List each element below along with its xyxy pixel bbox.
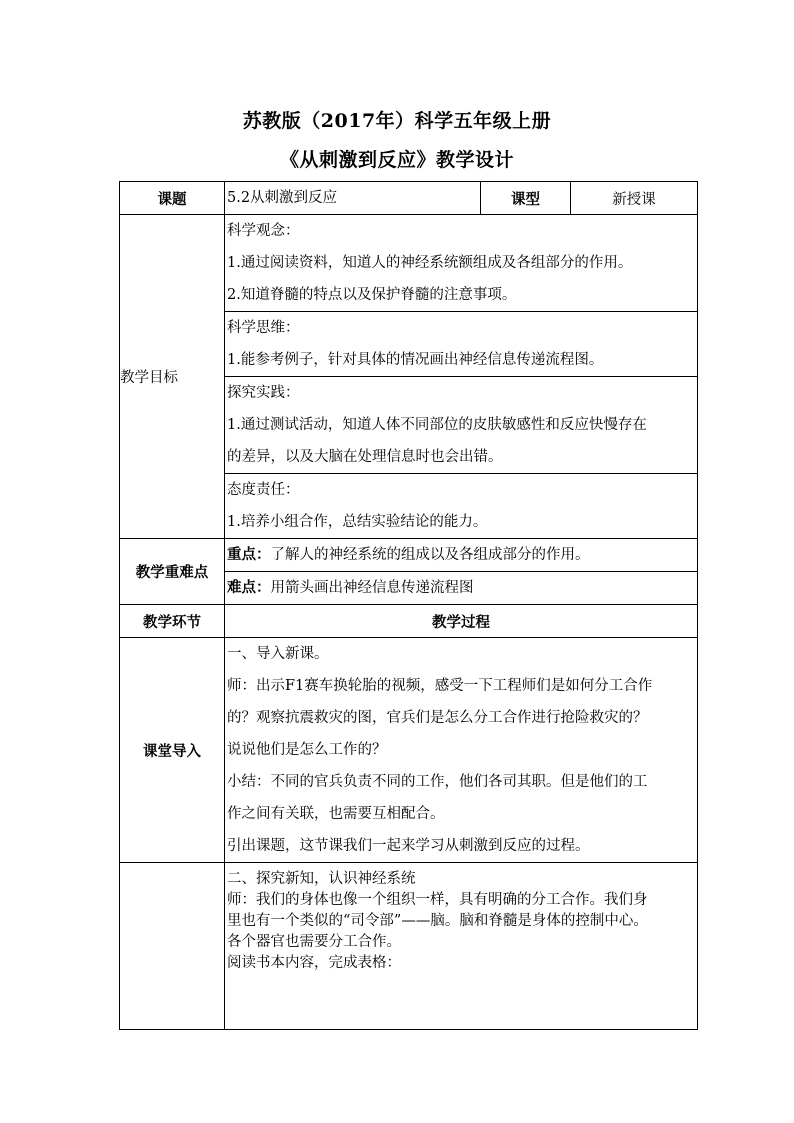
- intro-line: 说说他们是怎么工作的？: [227, 742, 387, 758]
- document-title: 苏教版（2017年）科学五年级上册: [242, 110, 552, 132]
- new-knowledge-row: [120, 863, 698, 1030]
- objective-line: 的差异，以及大脑在处理信息时也会出错。: [227, 449, 503, 465]
- process-header-row: [120, 605, 698, 638]
- objective-line: 探究实践：: [227, 385, 300, 401]
- teaching-stage-header: 教学环节: [120, 605, 225, 638]
- lesson-type-label: 课型: [481, 182, 571, 215]
- important-point-text: 了解人的神经系统的组成以及各组成部分的作用。: [270, 547, 590, 563]
- lesson-title: 《从刺激到反应》教学设计: [279, 149, 514, 171]
- objectives-label: 教学目标: [120, 215, 225, 539]
- new-knowledge-label-cell: [120, 863, 225, 1030]
- objective-line: 1.能参考例子，针对具体的情况画出神经信息传递流程图。: [227, 352, 604, 368]
- difficult-point-text: 用箭头画出神经信息传递流程图: [270, 580, 474, 596]
- topic-row: [120, 182, 698, 215]
- intro-line: 一、导入新课。: [227, 646, 329, 662]
- topic-label: 课题: [120, 182, 225, 215]
- intro-content: [225, 638, 698, 863]
- intro-row: [120, 638, 698, 863]
- objective-line: 1.培养小组合作，总结实验结论的能力。: [227, 514, 488, 530]
- new-knowledge-line: 里也有一个类似的“司令部”——脑。脑和脊髓是身体的控制中心。: [227, 913, 648, 929]
- objective-line: 科学观念：: [227, 223, 300, 239]
- intro-line: 小结：不同的官兵负责不同的工作，他们各司其职。但是他们的工: [227, 774, 648, 790]
- lesson-plan-table: [119, 181, 698, 1030]
- difficult-point-label: 难点：: [227, 579, 271, 596]
- new-knowledge-line: 二、探究新知，认识神经系统: [227, 871, 416, 887]
- objective-line: 1.通过阅读资料，知道人的神经系统额组成及各组部分的作用。: [227, 255, 633, 271]
- objective-line: 科学思维：: [227, 320, 300, 336]
- new-knowledge-line: 阅读书本内容，完成表格：: [227, 955, 401, 971]
- teaching-process-header: 教学过程: [225, 605, 698, 638]
- objective-line: 2.知道脊髓的特点以及保护脊髓的注意事项。: [227, 287, 517, 303]
- intro-line: 引出课题，这节课我们一起来学习从刺激到反应的过程。: [227, 838, 590, 854]
- key-points-label: 教学重难点: [120, 539, 225, 605]
- intro-line: 作之间有关联，也需要互相配合。: [227, 806, 445, 822]
- objective-group-attitude: [225, 474, 698, 539]
- new-knowledge-content: [225, 863, 698, 1030]
- important-point-label: 重点：: [227, 546, 271, 563]
- objectives-row: [120, 215, 698, 312]
- intro-label: 课堂导入: [120, 638, 225, 863]
- objective-group-inquiry-practice: [225, 377, 698, 474]
- new-knowledge-line: 师：我们的身体也像一个组织一样，具有明确的分工合作。我们身: [227, 892, 648, 908]
- objective-group-science-concept: [225, 215, 698, 312]
- intro-line: 师：出示F1赛车换轮胎的视频，感受一下工程师们是如何分工合作: [227, 678, 653, 694]
- topic-value: 5.2从刺激到反应: [227, 190, 338, 206]
- key-points-row: [120, 539, 698, 572]
- objective-line: 态度责任：: [227, 482, 300, 498]
- lesson-type-value: 新授课: [571, 182, 698, 215]
- new-knowledge-line: 各个器官也需要分工合作。: [227, 934, 401, 950]
- important-point: [225, 539, 697, 571]
- intro-line: 的？观察抗震救灾的图，官兵们是怎么分工合作进行抢险救灾的？: [227, 710, 648, 726]
- difficult-point: [225, 572, 697, 604]
- objective-line: 1.通过测试活动，知道人体不同部位的皮肤敏感性和反应快慢存在: [227, 417, 647, 433]
- objective-group-science-thinking: [225, 312, 698, 377]
